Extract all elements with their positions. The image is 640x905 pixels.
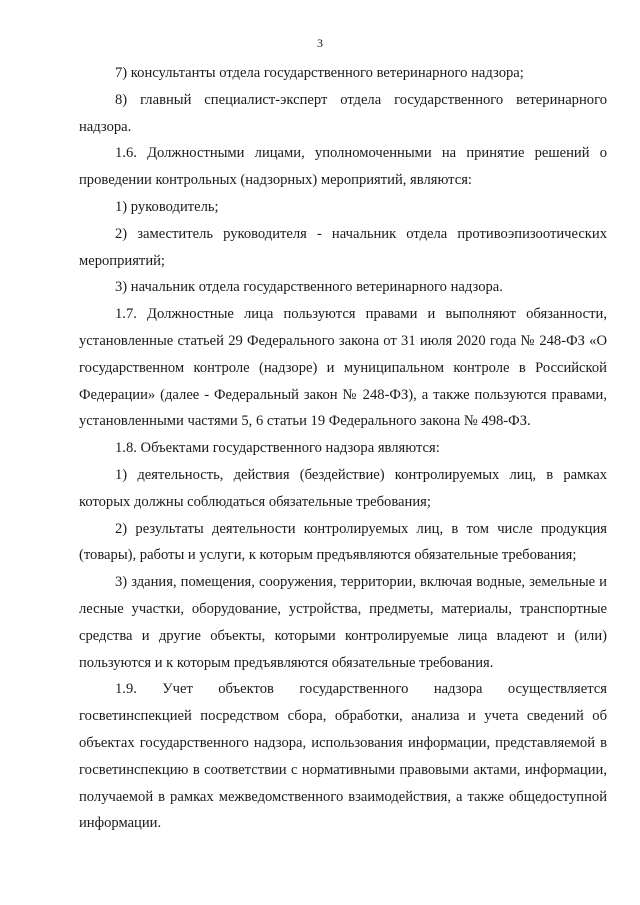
paragraph-1-8-item-3: 3) здания, помещения, сооружения, территории, включая водные, земельные и лесные участки, оборудование, устройства, предметы, материалы, транспортные средства и другие объекты, которыми контролируемые лица владеют и (или) пользуются и к которым предъявляются обязательные требования. [79,574,607,671]
paragraph-1-6-item-3: 3) начальник отдела государственного ветеринарного надзора. [115,279,503,296]
paragraph-item-8-chief-specialist: 8) главный специалист-эксперт отдела государственного ветеринарного надзора. [79,91,607,135]
paragraph-item-7-consultants: 7) консультанты отдела государственного ветеринарного надзора; [115,65,524,81]
paragraph-1-6-item-1: 1) руководитель; [115,198,219,215]
paragraph-1-8-item-2: 2) результаты деятельности контролируемых лиц, в том числе продукция (товары), работы и услуги, к которым предъявляются обязательные требования; [79,520,607,564]
paragraph-1-6-item-2: 2) заместитель руководителя - начальник отдела противоэпизоотических мероприятий; [79,225,607,269]
paragraph-1-8: 1.8. Объектами государственного надзора являются: [115,440,440,457]
paragraph-1-6: 1.6. Должностными лицами, уполномоченными на принятие решений о проведении контрольных (надзорных) мероприятий, являются: [79,145,607,189]
paragraph-1-8-item-1: 1) деятельность, действия (бездействие) контролируемых лиц, в рамках которых должны соблюдаться обязательные требования; [79,466,607,510]
paragraph-1-7: 1.7. Должностные лица пользуются правами и выполняют обязанности, установленные статьей 29 Федерального закона от 31 июля 2020 года № 248-ФЗ «О государственном контроле (надзоре) и муниципальном контроле в Российской Федерации» (далее - Федеральный закон № 248-ФЗ), а также пользуются правами, установленными частями 5, 6 статьи 19 Федерального закона № 498-ФЗ. [79,306,607,430]
page-number: 3 [317,36,323,50]
paragraph-1-9: 1.9. Учет объектов государственного надзора осуществляется госветинспекцией посредством сбора, обработки, анализа и учета сведений об объектах государственного надзора, использования информации, представляемой в госветинспекцию в соответствии с нормативными правовыми актами, информации, получаемой в рамках межведомственного взаимодействия, а также общедоступной информации. [79,681,607,832]
document-body [79,60,607,837]
